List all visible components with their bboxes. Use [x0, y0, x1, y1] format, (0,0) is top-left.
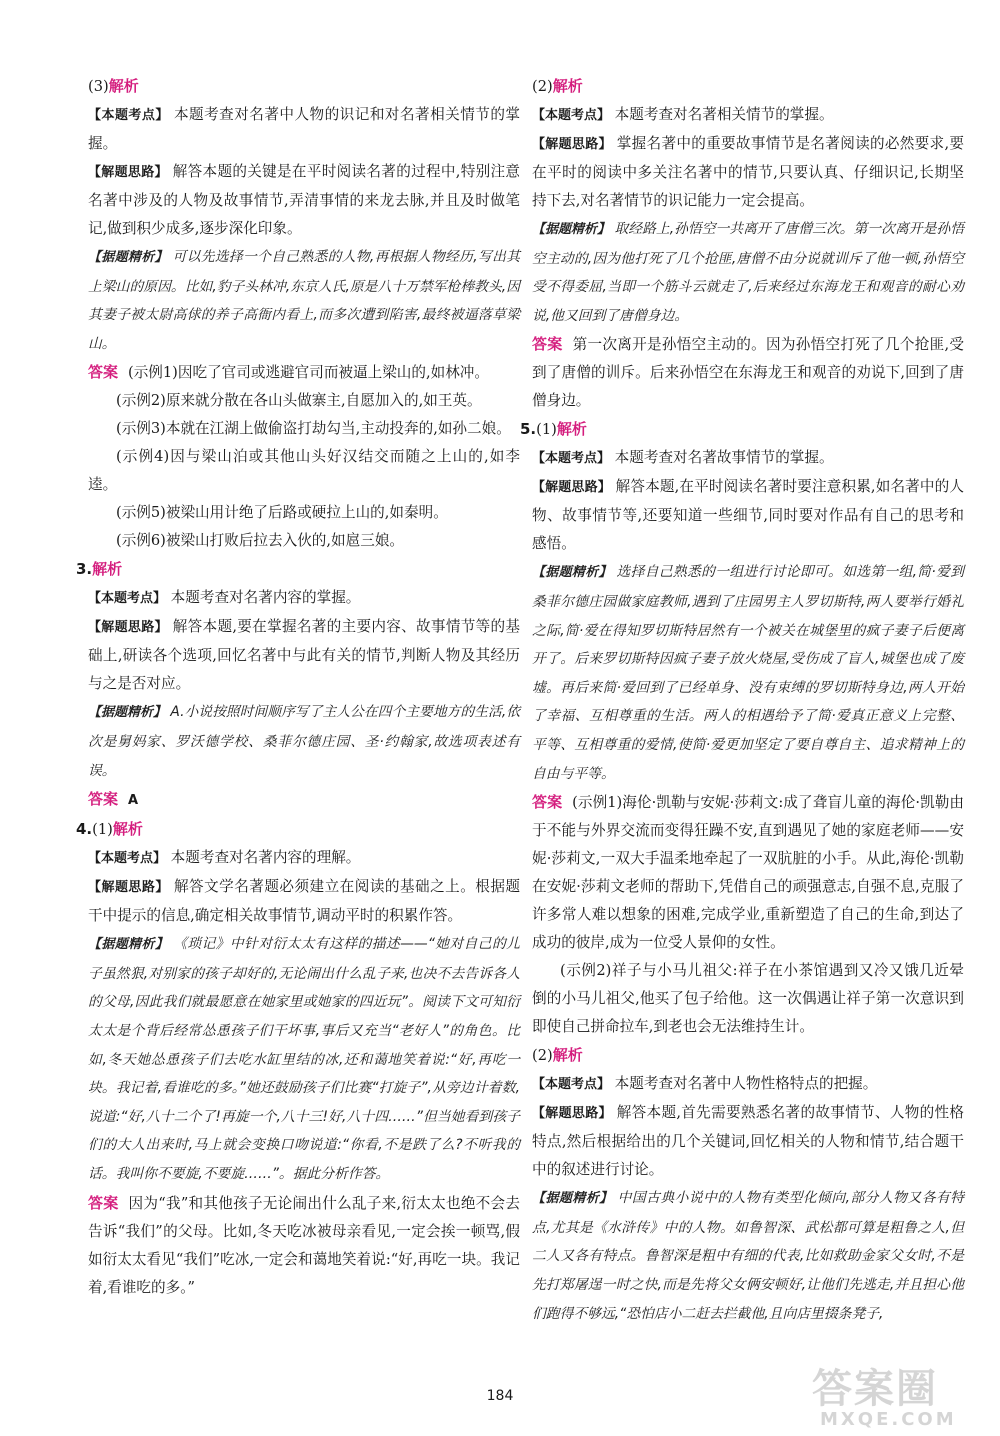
sub-question-number: (2) — [532, 1047, 553, 1065]
answer-label: 答案 — [88, 1193, 119, 1212]
tag-silu: 【解题思路】 — [88, 880, 169, 896]
jingxi-text: A.小说按照时间顺序写了主人公在四个主要地方的生活,依次是舅妈家、罗沃德学校、桑菲尔德庄园、圣·约翰家,故选项表述有误。 — [88, 704, 520, 779]
silu-text: 掌握名著中的重要故事情节是名著阅读的必然要求,要在平时的阅读中多关注名著中的情节,只要认真、仔细识记,长期坚持下去,对名著情节的识记能力一定会提高。 — [532, 135, 964, 209]
answer-example-2: (示例2)祥子与小马儿祖父:祥子在小茶馆遇到又冷又饿几近晕倒的小马儿祖父,他买了包子给他。这一次偶遇让祥子第一次意识到即使自己拼命拉车,到老也会无法维持生计。 — [532, 962, 964, 1036]
tag-kaodian: 【本题考点】 — [532, 451, 611, 467]
watermark-logo — [812, 1368, 992, 1432]
silu-text: 解答文学名著题必须建立在阅读的基础之上。根据题干中提示的信息,确定相关故事情节,调动平时的积累作答。 — [88, 878, 520, 925]
left-column — [76, 72, 520, 1302]
answer-example-1: (示例1)海伦·凯勒与安妮·莎莉文:成了聋盲儿童的海伦·凯勒由于不能与外界交流而变得狂躁不安,直到遇见了她的家庭老师——安妮·莎莉文,一双大手温柔地牵起了一双肮脏的小手。从此,海伦·凯勒在安妮·莎莉文老师的帮助下,凭借自己的顽强意志,自强不息,克服了许多常人难以想象的困难,完成学业,重新塑造了自己的生命,到达了成功的彼岸,成为一位受人景仰的女性。 — [532, 794, 964, 952]
answer-example-2: (示例2)原来就分散在各山头做寨主,自愿加入的,如王英。 — [116, 392, 482, 410]
silu-text: 解答本题,在平时阅读名著时要注意积累,如名著中的人物、故事情节等,还要知道一些细节,同时要对作品有自己的思考和感悟。 — [532, 478, 964, 553]
answer-example-3: (示例3)本就在江湖上做偷盗打劫勾当,主动投奔的,如孙二娘。 — [116, 420, 511, 438]
tag-jingxi: 【据题精析】 — [532, 1191, 613, 1207]
answer-example-5: (示例5)被梁山用计绝了后路或硬拉上山的,如秦明。 — [116, 504, 448, 522]
analysis-label: 解析 — [108, 77, 139, 95]
tag-kaodian: 【本题考点】 — [88, 591, 167, 607]
analysis-label: 解析 — [552, 77, 583, 95]
kaodian-text: 本题考查对名著中人物性格特点的把握。 — [614, 1075, 878, 1093]
tag-kaodian: 【本题考点】 — [532, 108, 611, 123]
right-column — [520, 72, 964, 1328]
tag-jingxi: 【据题精析】 — [88, 250, 168, 265]
answer-label: 答案 — [532, 793, 563, 812]
kaodian-text: 本题考查对名著内容的掌握。 — [170, 589, 361, 607]
question-number: 5. — [520, 420, 537, 439]
jingxi-text: 选择自己熟悉的一组进行讨论即可。如选第一组,简·爱到桑菲尔德庄园做家庭教师,遇到了庄园男主人罗切斯特,两人要举行婚礼之际,简·爱在得知罗切斯特居然有一个被关在城堡里的疯子妻子后便离开了。后来罗切斯特因疯子妻子放火烧屋,受伤成了盲人,城堡也成了废墟。再后来简·爱回到了已经单身、没有束缚的罗切斯特身边,两人开始了幸福、互相尊重的生活。两人的相遇给予了简·爱真正意义上完整、平等、互相尊重的爱情,使简·爱更加坚定了要自尊自主、追求精神上的自由与平等。 — [532, 564, 964, 782]
watermark-url: MXQE.COM — [820, 1409, 957, 1430]
answer-example-6: (示例6)被梁山打败后拉去入伙的,如扈三娘。 — [116, 532, 405, 550]
jingxi-text: 可以先选择一个自己熟悉的人物,再根据人物经历,写出其上梁山的原因。比如,豹子头林冲,东京人氏,原是八十万禁军枪棒教头,因其妻子被太尉高俅的养子高衙内看上,而多次遭到陷害,最终被逼落草梁山。 — [88, 249, 520, 352]
tag-silu: 【解题思路】 — [532, 1106, 612, 1122]
silu-text: 解答本题,首先需要熟悉名著的故事情节、人物的性格特点,然后根据给出的几个关键词,回忆相关的人物和情节,结合题干中的叙述进行讨论。 — [532, 1104, 964, 1179]
tag-jingxi: 【据题精析】 — [532, 565, 612, 581]
jingxi-text: 《琐记》中针对衍太太有这样的描述——“她对自己的儿子虽然狠,对别家的孩子却好的,无论闹出什么乱子来,也决不去告诉各人的父母,因此我们就最愿意在她家里或她家的四近玩”。阅读下文可知衍太太是个背后经常怂恿孩子们干坏事,事后又充当“老好人”的角色。比如,冬天她怂恿孩子们去吃水缸里结的冰,还和蔼地笑着说:“好,再吃一块。我记着,看谁吃的多。”她还鼓励孩子们比赛“打旋子”,从旁边计着数,说道:“好,八十二个了!再旋一个,八十三!好,八十四……”但当她看到孩子们的大人出来时,马上就会变换口吻说道:“你看,不是跌了么?不听我的话。我叫你不要旋,不要旋……”。据此分析作答。 — [88, 936, 520, 1182]
answer-label: 答案 — [532, 335, 563, 354]
tag-kaodian: 【本题考点】 — [88, 851, 167, 867]
analysis-label: 解析 — [556, 420, 587, 439]
analysis-label: 解析 — [552, 1046, 583, 1065]
silu-text: 解答本题,要在掌握名著的主要内容、故事情节等的基础上,研读各个选项,回忆名著中与此有关的情节,判断人物及其经历与之是否对应。 — [88, 618, 520, 693]
answer-label: 答案 — [88, 790, 119, 809]
kaodian-text: 本题考查对名著中人物的识记和对名著相关情节的掌握。 — [88, 106, 520, 152]
answer-label: 答案 — [88, 363, 119, 382]
question-number: 3. — [76, 560, 93, 579]
answer-example-1: (示例1)因吃了官司或逃避官司而被逼上梁山的,如林冲。 — [128, 364, 489, 382]
silu-text: 解答本题的关键是在平时阅读名著的过程中,特别注意名著中涉及的人物及故事情节,弄清事情的来龙去脉,并且及时做笔记,做到积少成多,逐步深化印象。 — [88, 163, 520, 237]
page-number: 184 — [486, 1388, 514, 1404]
answer-text: 第一次离开是孙悟空主动的。因为孙悟空打死了几个抢匪,受到了唐僧的训斥。后来孙悟空在东海龙王和观音的劝说下,回到了唐僧身边。 — [532, 336, 964, 410]
kaodian-text: 本题考查对名著内容的理解。 — [170, 849, 361, 867]
tag-jingxi: 【据题精析】 — [532, 222, 611, 237]
answer-text: 因为“我”和其他孩子无论闹出什么乱子来,衍太太也绝不会去告诉“我们”的父母。比如,冬天吃冰被母亲看见,一定会挨一顿骂,假如衍太太看见“我们”吃冰,一定会和蔼地笑着说:“好,再吃一块。我记着,看谁吃的多。” — [88, 1194, 520, 1296]
jingxi-text: 取经路上,孙悟空一共离开了唐僧三次。第一次离开是孙悟空主动的,因为他打死了几个抢匪,唐僧不由分说就训斥了他一顿,孙悟空受不得委屈,当即一个筋斗云就走了,后来经过东海龙王和观音的耐心劝说,他又回到了唐僧身边。 — [532, 221, 964, 324]
tag-jingxi: 【据题精析】 — [88, 705, 167, 721]
sub-question-number: (3) — [88, 78, 109, 95]
tag-kaodian: 【本题考点】 — [88, 108, 169, 123]
kaodian-text: 本题考查对名著故事情节的掌握。 — [614, 449, 834, 467]
jingxi-text: 中国古典小说中的人物有类型化倾向,部分人物又各有特点,尤其是《水浒传》中的人物。如鲁智深、武松都可算是粗鲁之人,但二人又各有特点。鲁智深是粗中有细的代表,比如救助金家父女时,不是先打郑屠逞一时之快,而是先将父女俩安顿好,让他们先逃走,并且担心他们跑得不够远,“恐怕店小二赶去拦截他,且向店里掇条凳子, — [532, 1190, 964, 1322]
watermark-logo-text: 答案圈 — [812, 1366, 938, 1412]
tag-silu: 【解题思路】 — [532, 480, 611, 496]
question-number: 4. — [76, 820, 93, 839]
sub-question-number: (1) — [92, 821, 113, 839]
answer-choice: A — [128, 793, 139, 809]
tag-silu: 【解题思路】 — [88, 620, 168, 636]
tag-silu: 【解题思路】 — [88, 165, 168, 180]
tag-silu: 【解题思路】 — [532, 137, 612, 152]
sub-question-number: (1) — [536, 421, 557, 439]
answer-example-4: (示例4)因与梁山泊或其他山头好汉结交而随之上山的,如李逵。 — [88, 448, 520, 494]
tag-kaodian: 【本题考点】 — [532, 1077, 611, 1093]
sub-question-number: (2) — [532, 78, 553, 95]
analysis-label: 解析 — [92, 560, 123, 579]
tag-jingxi: 【据题精析】 — [88, 937, 169, 953]
kaodian-text: 本题考查对名著相关情节的掌握。 — [614, 106, 834, 123]
analysis-label: 解析 — [112, 820, 143, 839]
